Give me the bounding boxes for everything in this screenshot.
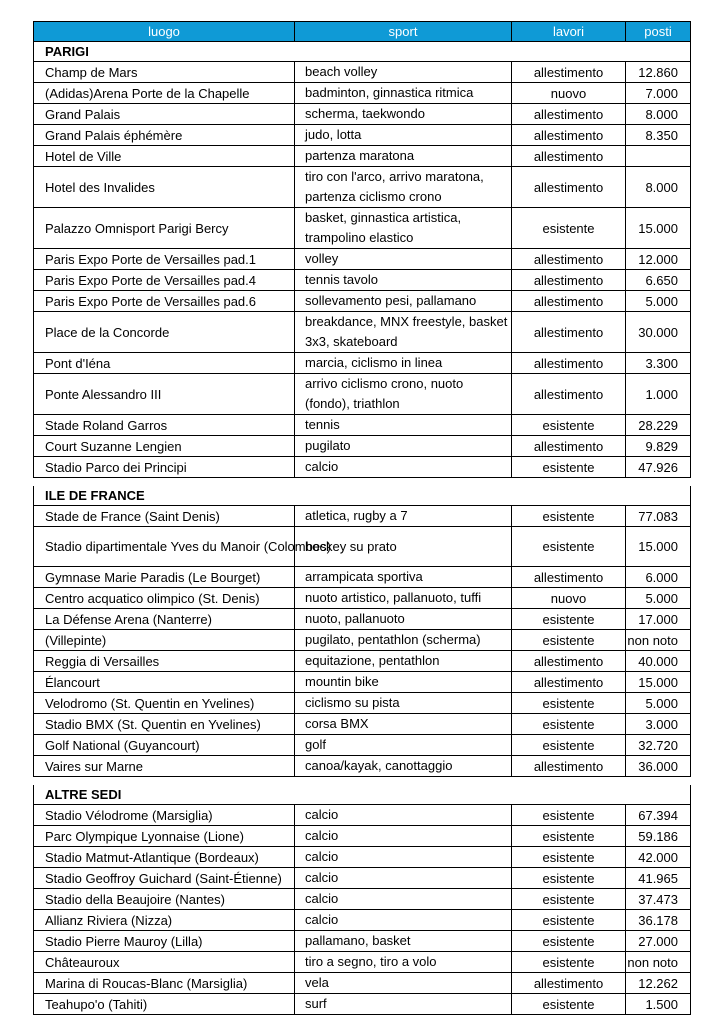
table-row xyxy=(34,805,691,826)
venue-cell: Gymnase Marie Paradis (Le Bourget) xyxy=(34,567,295,588)
venue-cell: Centro acquatico olimpico (St. Denis) xyxy=(34,588,295,609)
sport-cell: badminton, ginnastica ritmica xyxy=(295,83,512,104)
seats-cell: 12.000 xyxy=(626,249,691,270)
table-row xyxy=(34,312,691,353)
venue-cell: Stade Roland Garros xyxy=(34,415,295,436)
venues-table xyxy=(33,21,691,1015)
seats-cell: 7.000 xyxy=(626,83,691,104)
table-row xyxy=(34,931,691,952)
venue-cell: Champ de Mars xyxy=(34,62,295,83)
works-cell: allestimento xyxy=(512,249,626,270)
table-row xyxy=(34,588,691,609)
seats-cell: 17.000 xyxy=(626,609,691,630)
seats-cell: 15.000 xyxy=(626,672,691,693)
works-cell: esistente xyxy=(512,826,626,847)
table-row xyxy=(34,83,691,104)
table-row xyxy=(34,270,691,291)
venue-cell: Marina di Roucas-Blanc (Marsiglia) xyxy=(34,973,295,994)
sport-cell: beach volley xyxy=(295,62,512,83)
sport-cell: partenza maratona xyxy=(295,146,512,167)
seats-cell: 8.000 xyxy=(626,167,691,208)
venue-cell: Stadio Matmut-Atlantique (Bordeaux) xyxy=(34,847,295,868)
sport-cell: equitazione, pentathlon xyxy=(295,651,512,672)
venue-cell: Stade de France (Saint Denis) xyxy=(34,506,295,527)
venue-cell: Paris Expo Porte de Versailles pad.1 xyxy=(34,249,295,270)
seats-cell: 40.000 xyxy=(626,651,691,672)
seats-cell: 6.650 xyxy=(626,270,691,291)
works-cell: esistente xyxy=(512,931,626,952)
venue-cell: Stadio dipartimentale Yves du Manoir (Colombes) xyxy=(34,527,295,567)
works-cell: esistente xyxy=(512,714,626,735)
seats-cell: 77.083 xyxy=(626,506,691,527)
works-cell: allestimento xyxy=(512,672,626,693)
seats-cell: 36.178 xyxy=(626,910,691,931)
works-cell: esistente xyxy=(512,889,626,910)
table-row xyxy=(34,146,691,167)
section-title: ALTRE SEDI xyxy=(34,785,691,805)
sport-cell: calcio xyxy=(295,889,512,910)
venue-cell: Stadio della Beaujoire (Nantes) xyxy=(34,889,295,910)
venue-cell: La Défense Arena (Nanterre) xyxy=(34,609,295,630)
seats-cell: 8.000 xyxy=(626,104,691,125)
seats-cell: 1.000 xyxy=(626,374,691,415)
seats-cell: 41.965 xyxy=(626,868,691,889)
seats-cell: 5.000 xyxy=(626,291,691,312)
sport-cell: ciclismo su pista xyxy=(295,693,512,714)
seats-cell: 47.926 xyxy=(626,457,691,478)
table-row xyxy=(34,353,691,374)
sport-cell: surf xyxy=(295,994,512,1015)
table-row xyxy=(34,735,691,756)
venues-table-wrapper xyxy=(33,21,690,1015)
works-cell: allestimento xyxy=(512,756,626,777)
seats-cell: 1.500 xyxy=(626,994,691,1015)
section-title-row xyxy=(34,785,691,805)
works-cell: esistente xyxy=(512,735,626,756)
venue-cell: Palazzo Omnisport Parigi Bercy xyxy=(34,208,295,249)
sport-cell: hockey su prato xyxy=(295,527,512,567)
seats-cell: 28.229 xyxy=(626,415,691,436)
works-cell: esistente xyxy=(512,506,626,527)
header-luogo: luogo xyxy=(34,22,295,42)
works-cell: allestimento xyxy=(512,436,626,457)
table-row xyxy=(34,62,691,83)
seats-cell: 59.186 xyxy=(626,826,691,847)
seats-cell: 5.000 xyxy=(626,588,691,609)
sport-cell: basket, ginnastica artistica, trampolino elastico xyxy=(295,208,512,249)
table-row xyxy=(34,527,691,567)
table-row xyxy=(34,291,691,312)
works-cell: allestimento xyxy=(512,312,626,353)
header-lavori: lavori xyxy=(512,22,626,42)
works-cell: esistente xyxy=(512,609,626,630)
table-row xyxy=(34,567,691,588)
venue-cell: (Villepinte) xyxy=(34,630,295,651)
table-row xyxy=(34,415,691,436)
sport-cell: pallamano, basket xyxy=(295,931,512,952)
sport-cell: canoa/kayak, canottaggio xyxy=(295,756,512,777)
sport-cell: tiro a segno, tiro a volo xyxy=(295,952,512,973)
sport-cell: corsa BMX xyxy=(295,714,512,735)
works-cell: allestimento xyxy=(512,291,626,312)
table-row xyxy=(34,868,691,889)
works-cell: allestimento xyxy=(512,146,626,167)
table-row xyxy=(34,994,691,1015)
table-row xyxy=(34,374,691,415)
table-row xyxy=(34,457,691,478)
header-row xyxy=(34,22,691,42)
table-row xyxy=(34,910,691,931)
section-title-row xyxy=(34,42,691,62)
works-cell: allestimento xyxy=(512,567,626,588)
works-cell: esistente xyxy=(512,527,626,567)
sport-cell: calcio xyxy=(295,805,512,826)
venue-cell: Velodromo (St. Quentin en Yvelines) xyxy=(34,693,295,714)
venue-cell: Stadio Vélodrome (Marsiglia) xyxy=(34,805,295,826)
sport-cell: calcio xyxy=(295,868,512,889)
venue-cell: Allianz Riviera (Nizza) xyxy=(34,910,295,931)
seats-cell: non noto xyxy=(626,630,691,651)
table-row xyxy=(34,973,691,994)
venue-cell: Paris Expo Porte de Versailles pad.4 xyxy=(34,270,295,291)
section-title-row xyxy=(34,486,691,506)
works-cell: allestimento xyxy=(512,374,626,415)
works-cell: esistente xyxy=(512,805,626,826)
venue-cell: Vaires sur Marne xyxy=(34,756,295,777)
table-row xyxy=(34,208,691,249)
table-row xyxy=(34,847,691,868)
works-cell: allestimento xyxy=(512,353,626,374)
sport-cell: scherma, taekwondo xyxy=(295,104,512,125)
seats-cell: 12.860 xyxy=(626,62,691,83)
seats-cell: 42.000 xyxy=(626,847,691,868)
venue-cell: Châteauroux xyxy=(34,952,295,973)
sport-cell: judo, lotta xyxy=(295,125,512,146)
works-cell: esistente xyxy=(512,994,626,1015)
works-cell: allestimento xyxy=(512,973,626,994)
venue-cell: Hotel de Ville xyxy=(34,146,295,167)
seats-cell: 3.000 xyxy=(626,714,691,735)
table-row xyxy=(34,714,691,735)
works-cell: allestimento xyxy=(512,167,626,208)
venue-cell: Pont d'Iéna xyxy=(34,353,295,374)
venue-cell: Grand Palais éphémère xyxy=(34,125,295,146)
seats-cell: 6.000 xyxy=(626,567,691,588)
sport-cell: tennis tavolo xyxy=(295,270,512,291)
venue-cell: Hotel des Invalides xyxy=(34,167,295,208)
works-cell: nuovo xyxy=(512,83,626,104)
seats-cell: 15.000 xyxy=(626,208,691,249)
works-cell: esistente xyxy=(512,847,626,868)
section-spacer xyxy=(34,777,691,786)
section-spacer xyxy=(34,478,691,487)
works-cell: esistente xyxy=(512,868,626,889)
sport-cell: pugilato, pentathlon (scherma) xyxy=(295,630,512,651)
works-cell: esistente xyxy=(512,910,626,931)
seats-cell: 32.720 xyxy=(626,735,691,756)
table-row xyxy=(34,249,691,270)
venue-cell: Paris Expo Porte de Versailles pad.6 xyxy=(34,291,295,312)
venue-cell: Stadio Geoffroy Guichard (Saint-Étienne) xyxy=(34,868,295,889)
section-title: PARIGI xyxy=(34,42,691,62)
table-row xyxy=(34,889,691,910)
seats-cell: 8.350 xyxy=(626,125,691,146)
sport-cell: nuoto artistico, pallanuoto, tuffi xyxy=(295,588,512,609)
works-cell: esistente xyxy=(512,457,626,478)
sport-cell: breakdance, MNX freestyle, basket 3x3, skateboard xyxy=(295,312,512,353)
sport-cell: marcia, ciclismo in linea xyxy=(295,353,512,374)
works-cell: allestimento xyxy=(512,651,626,672)
table-row xyxy=(34,756,691,777)
works-cell: allestimento xyxy=(512,125,626,146)
works-cell: allestimento xyxy=(512,104,626,125)
table-row xyxy=(34,436,691,457)
sport-cell: tiro con l'arco, arrivo maratona, partenza ciclismo crono xyxy=(295,167,512,208)
sport-cell: vela xyxy=(295,973,512,994)
seats-cell: 12.262 xyxy=(626,973,691,994)
table-row xyxy=(34,630,691,651)
seats-cell: 37.473 xyxy=(626,889,691,910)
venue-cell: Grand Palais xyxy=(34,104,295,125)
sport-cell: atletica, rugby a 7 xyxy=(295,506,512,527)
sport-cell: arrivo ciclismo crono, nuoto (fondo), triathlon xyxy=(295,374,512,415)
seats-cell: non noto xyxy=(626,952,691,973)
sport-cell: calcio xyxy=(295,826,512,847)
table-row xyxy=(34,104,691,125)
venue-cell: Stadio BMX (St. Quentin en Yvelines) xyxy=(34,714,295,735)
seats-cell: 9.829 xyxy=(626,436,691,457)
table-header xyxy=(34,22,691,42)
seats-cell: 67.394 xyxy=(626,805,691,826)
sport-cell: mountin bike xyxy=(295,672,512,693)
works-cell: nuovo xyxy=(512,588,626,609)
table-row xyxy=(34,609,691,630)
sport-cell: calcio xyxy=(295,910,512,931)
table-row xyxy=(34,952,691,973)
table-row xyxy=(34,826,691,847)
sport-cell: volley xyxy=(295,249,512,270)
venue-cell: Place de la Concorde xyxy=(34,312,295,353)
works-cell: allestimento xyxy=(512,62,626,83)
works-cell: esistente xyxy=(512,693,626,714)
seats-cell: 3.300 xyxy=(626,353,691,374)
sport-cell: tennis xyxy=(295,415,512,436)
seats-cell: 15.000 xyxy=(626,527,691,567)
seats-cell: 5.000 xyxy=(626,693,691,714)
table-row xyxy=(34,693,691,714)
sport-cell: golf xyxy=(295,735,512,756)
sport-cell: calcio xyxy=(295,457,512,478)
table-row xyxy=(34,672,691,693)
venue-cell: Élancourt xyxy=(34,672,295,693)
table-body xyxy=(34,42,691,1015)
venue-cell: (Adidas)Arena Porte de la Chapelle xyxy=(34,83,295,104)
venue-cell: Teahupo'o (Tahiti) xyxy=(34,994,295,1015)
sport-cell: calcio xyxy=(295,847,512,868)
section-title: ILE DE FRANCE xyxy=(34,486,691,506)
venue-cell: Stadio Parco dei Principi xyxy=(34,457,295,478)
venue-cell: Court Suzanne Lengien xyxy=(34,436,295,457)
works-cell: esistente xyxy=(512,952,626,973)
table-row xyxy=(34,506,691,527)
seats-cell xyxy=(626,146,691,167)
venue-cell: Parc Olympique Lyonnaise (Lione) xyxy=(34,826,295,847)
venue-cell: Ponte Alessandro III xyxy=(34,374,295,415)
seats-cell: 30.000 xyxy=(626,312,691,353)
works-cell: esistente xyxy=(512,208,626,249)
sport-cell: nuoto, pallanuoto xyxy=(295,609,512,630)
table-row xyxy=(34,125,691,146)
venue-cell: Stadio Pierre Mauroy (Lilla) xyxy=(34,931,295,952)
header-sport: sport xyxy=(295,22,512,42)
sport-cell: arrampicata sportiva xyxy=(295,567,512,588)
works-cell: esistente xyxy=(512,415,626,436)
header-posti: posti xyxy=(626,22,691,42)
table-row xyxy=(34,651,691,672)
seats-cell: 36.000 xyxy=(626,756,691,777)
venue-cell: Reggia di Versailles xyxy=(34,651,295,672)
sport-cell: sollevamento pesi, pallamano xyxy=(295,291,512,312)
venue-cell: Golf National (Guyancourt) xyxy=(34,735,295,756)
works-cell: allestimento xyxy=(512,270,626,291)
sport-cell: pugilato xyxy=(295,436,512,457)
seats-cell: 27.000 xyxy=(626,931,691,952)
works-cell: esistente xyxy=(512,630,626,651)
table-row xyxy=(34,167,691,208)
